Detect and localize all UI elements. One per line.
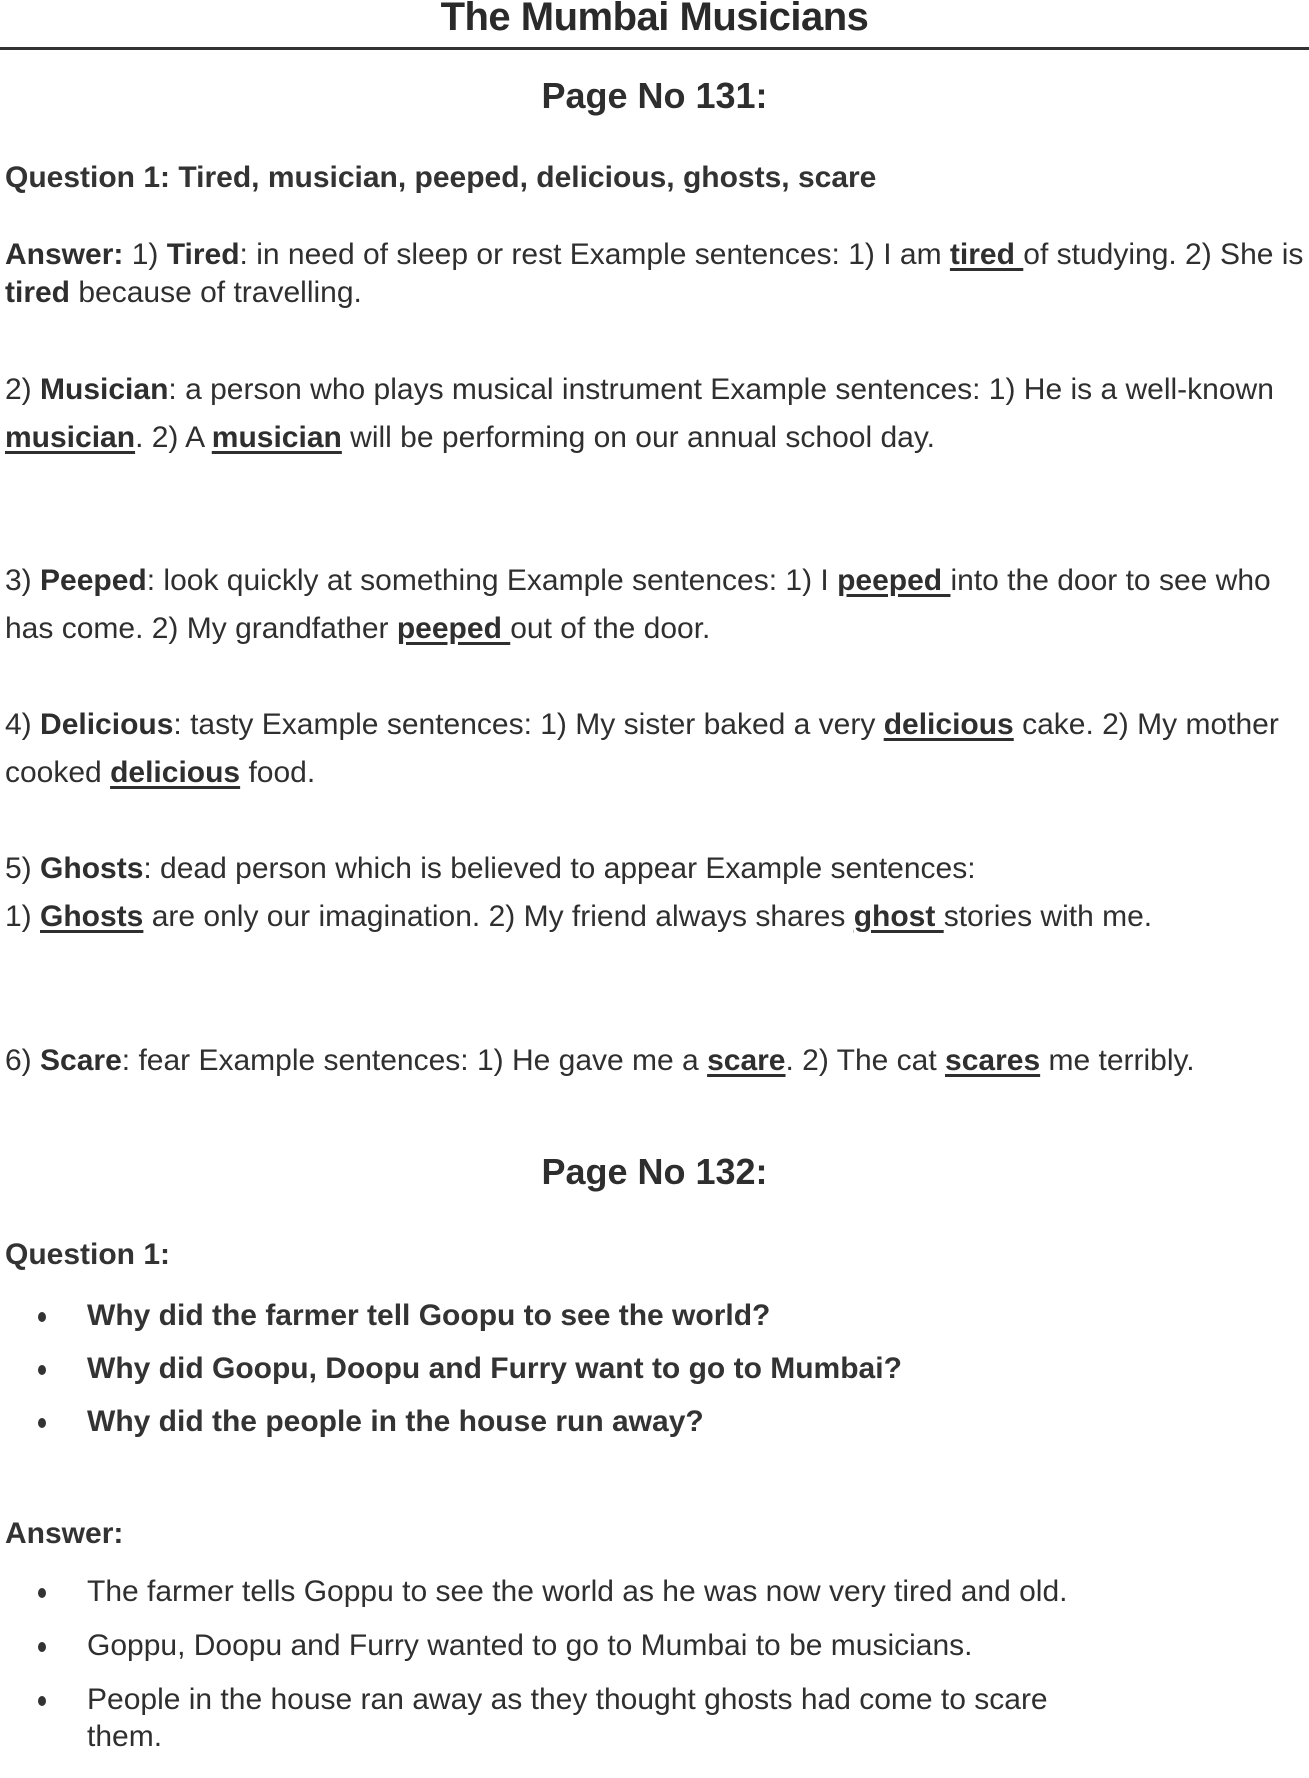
answer-item (0, 1627, 1309, 1664)
question-item (0, 1297, 1309, 1334)
question-heading: Question 1: Tired, musician, peeped, delicious, ghosts, scare (5, 161, 877, 194)
answer-list (0, 1573, 1309, 1778)
vocab-word: Tired (166, 238, 240, 271)
example-text: . 2) A (135, 421, 212, 454)
example-text: of studying. 2) She is (1023, 238, 1304, 271)
bullet-icon (38, 1696, 46, 1706)
vocab-word: Peeped (40, 564, 147, 597)
definition-text: : fear Example sentences: 1) He gave me a (121, 1044, 708, 1077)
answer-item-ghosts (5, 845, 1305, 941)
example-text: . 2) The cat (785, 1044, 946, 1077)
answer-item (0, 1573, 1309, 1610)
answer-item (0, 1681, 1309, 1755)
example-text: into the door to see who has come. 2) My grandfather (5, 564, 1271, 645)
example-word: musician (211, 421, 342, 454)
example-text: will be performing on our annual school day. (341, 421, 935, 454)
example-word: peeped (396, 612, 511, 645)
question-text: Why did the people in the house run away? (87, 1405, 704, 1438)
definition-text: : dead person which is believed to appear Example sentences: (143, 852, 976, 885)
question-text: Why did the farmer tell Goopu to see the world? (87, 1299, 771, 1332)
question-item (0, 1403, 1309, 1440)
question-text: Why did Goopu, Doopu and Furry want to go to Mumbai? (87, 1352, 902, 1385)
page-heading-132: Page No 132: (541, 1151, 768, 1192)
example-text: cake. 2) My mother cooked (5, 708, 1279, 789)
page-heading-131: Page No 131: (541, 75, 768, 116)
example-text: 1) (5, 900, 41, 933)
answer-text: Goppu, Doopu and Furry wanted to go to Mumbai to be musicians. (87, 1629, 973, 1662)
example-text: out of the door. (510, 612, 711, 645)
example-text: food. (240, 756, 316, 789)
answer-item-tired (5, 236, 1305, 312)
vocab-word: Scare (40, 1044, 122, 1077)
example-word: musician (5, 421, 136, 454)
example-word: ghost (853, 900, 944, 933)
example-text: me terribly. (1040, 1044, 1195, 1077)
answer-text: People in the house ran away as they thought ghosts had come to scare them. (87, 1683, 1048, 1753)
bullet-icon (38, 1312, 46, 1322)
example-word: peeped (837, 564, 951, 597)
item-number: 4) (5, 708, 32, 741)
answer-item-scare (5, 1037, 1305, 1085)
answer-item-musician (5, 366, 1305, 462)
definition-text: : tasty Example sentences: 1) My sister baked a very (173, 708, 884, 741)
example-text: are only our imagination. 2) My friend always shares (143, 900, 854, 933)
item-number: 3) (5, 564, 32, 597)
bullet-icon (38, 1588, 46, 1598)
example-word: delicious (110, 756, 241, 789)
question-label: Question 1: (5, 1238, 171, 1271)
question-list (0, 1297, 1309, 1463)
example-text: stories with me. (943, 900, 1153, 933)
example-word: tired (949, 238, 1024, 271)
example-word: scares (945, 1044, 1041, 1077)
answer-item-peeped (5, 557, 1305, 653)
bullet-icon (38, 1418, 46, 1428)
document-title: The Mumbai Musicians (440, 0, 869, 39)
title-divider (0, 47, 1309, 50)
vocab-word: Ghosts (40, 852, 144, 885)
definition-text: : look quickly at something Example sentences: 1) I (146, 564, 838, 597)
answer-label: Answer: (5, 1517, 124, 1550)
example-text: because of travelling. (70, 276, 362, 309)
vocab-word: Delicious (40, 708, 174, 741)
bullet-icon (38, 1365, 46, 1375)
answer-item-delicious (5, 701, 1305, 797)
answer-text: The farmer tells Goppu to see the world as he was now very tired and old. (87, 1575, 1068, 1608)
vocab-word: Musician (40, 373, 169, 406)
example-word: delicious (883, 708, 1014, 741)
example-word: scare (707, 1044, 786, 1077)
answer-label: Answer: (5, 238, 124, 271)
definition-text: : in need of sleep or rest Example sentences: 1) I am (239, 238, 950, 271)
question-item (0, 1350, 1309, 1387)
bullet-icon (38, 1642, 46, 1652)
definition-text: : a person who plays musical instrument Example sentences: 1) He is a well-known (168, 373, 1274, 406)
item-number: 5) (5, 852, 32, 885)
item-number: 2) (5, 373, 32, 406)
example-word: Ghosts (40, 900, 144, 933)
example-word: tired (5, 276, 71, 309)
item-number: 1) (131, 238, 159, 271)
item-number: 6) (5, 1044, 32, 1077)
